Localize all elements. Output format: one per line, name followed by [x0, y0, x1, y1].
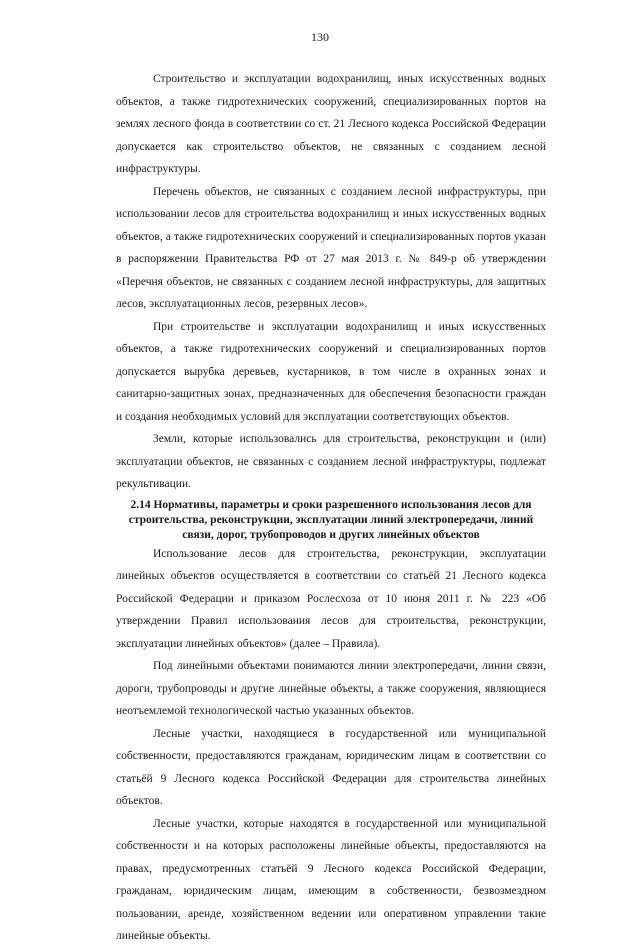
section-heading: 2.14 Нормативы, параметры и сроки разрешенного использования лесов для строительства, реконструкции, эксплуатации линий электропередачи, линий связи, дорог, трубопроводов и других линейных объектов — [128, 498, 534, 541]
page-body — [116, 68, 546, 948]
paragraph: Строительство и эксплуатации водохранилищ, иных искусственных водных объектов, а также гидротехнических сооружений, специализированных портов на землях лесного фонда в соответствии со ст. 21 Лесного кодекса Российской Федерации допускается как строительство объектов, не связанных с созданием лесной инфраструктуры. — [116, 73, 546, 175]
paragraph: Перечень объектов, не связанных с созданием лесной инфраструктуры, при использовании лесов для строительства водохранилищ и иных искусственных водных объектов, а также гидротехнических сооружений и специализированных портов указан в распоряжении Правительства РФ от 27 мая 2013 г. № 849-р об утверждении «Перечня объектов, не связанных с созданием лесной инфраструктуры, для защитных лесов, эксплуатационных лесов, резервных лесов». — [116, 185, 546, 310]
paragraph: Лесные участки, которые находятся в государственной или муниципальной собственности и на которых расположены линейные объекты, предоставляются на правах, предусмотренных статьёй 9 Лесного кодекса Российской Федерации, гражданам, юридическим лицам, имеющим в собственности, безвозмездном пользовании, аренде, хозяйственном ведении или оперативном управлении такие линейные объекты. — [116, 817, 546, 942]
page-number: 130 — [311, 30, 329, 44]
paragraph: Лесные участки, находящиеся в государственной или муниципальной собственности, предоставляются гражданам, юридическим лицам в соответствии со статьёй 9 Лесного кодекса Российской Федерации для строительства линейных объектов. — [116, 727, 546, 807]
paragraph: Под линейными объектами понимаются линии электропередачи, линии связи, дороги, трубопроводы и другие линейные объекты, а также сооружения, являющиеся неотъемлемой технологической частью указанных объектов. — [116, 660, 546, 717]
paragraph: Использование лесов для строительства, реконструкции, эксплуатации линейных объектов осуществляется в соответствии со статьёй 21 Лесного кодекса Российской Федерации и приказом Рослесхоза от 10 июня 2011 г. № 223 «Об утверждении Правил использования лесов для строительства, реконструкции, эксплуатации линейных объектов» (далее – Правила). — [116, 547, 546, 650]
paragraph: Земли, которые использовались для строительства, реконструкции и (или) эксплуатации объектов, не связанных с созданием лесной инфраструктуры, подлежат рекультивации. — [116, 433, 546, 490]
paragraph: При строительстве и эксплуатации водохранилищ и иных искусственных объектов, а также гидротехнических сооружений и специализированных портов допускается вырубка деревьев, кустарников, в том числе в охранных зонах и санитарно-защитных зонах, предназначенных для обеспечения безопасности граждан и создания необходимых условий для эксплуатации соответствующих объектов. — [116, 320, 546, 423]
